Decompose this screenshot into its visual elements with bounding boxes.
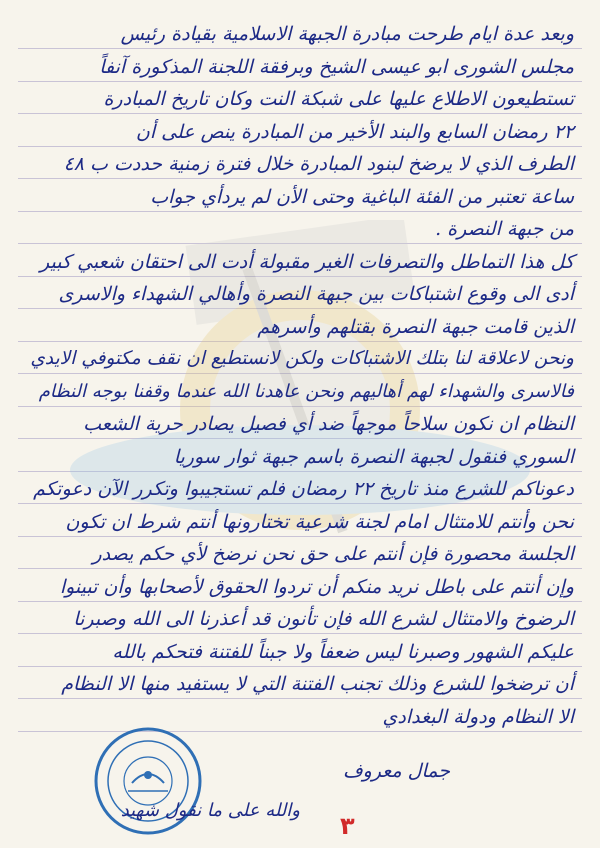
letter-line: الطرف الذي لا يرضخ لبنود المبادرة خلال فترة زمنية حددت ب ٤٨: [63, 153, 574, 175]
letter-line: الذين قامت جبهة النصرة بقتلهم وأسرهم: [257, 315, 574, 338]
ruled-line: [18, 666, 582, 667]
letter-line: مجلس الشورى ابو عيسى الشيخ وبرفقة اللجنة المذكورة آنفاً: [99, 55, 574, 78]
letter-line: نحن وأنتم للامتثال امام لجنة شرعية تختارونها أنتم شرط ان تكون: [65, 510, 574, 533]
letter-line: تستطيعون الاطلاع عليها على شبكة النت وكان تاريخ المبادرة: [103, 88, 574, 110]
letter-line: النظام ان نكون سلاحاً موجهاً ضد أي فصيل يصادر حرية الشعب: [83, 413, 574, 435]
ruled-line: [18, 146, 582, 147]
ruled-line: [18, 81, 582, 82]
letter-line: أن ترضخوا للشرع وذلك تجنب الفتنة التي لا يستفيد منها الا النظام: [61, 673, 574, 695]
letter-line: كل هذا التماطل والتصرفات الغير مقبولة أدت الى احتقان شعبي كبير: [40, 250, 574, 273]
letter-line: دعوناكم للشرع منذ تاريخ ٢٢ رمضان فلم تستجيبوا وتكرر الآن دعوتكم: [33, 478, 574, 500]
letter-line: الرضوخ والامتثال لشرع الله فإن تأنون قد أعذرنا الى الله وصبرنا: [73, 608, 574, 630]
ruled-line: [18, 568, 582, 569]
ruled-line: [18, 698, 582, 699]
ruled-line: [18, 601, 582, 602]
letter-line: وإن أنتم على باطل نريد منكم أن تردوا الحقوق لأصحابها وأن تبينوا: [59, 575, 574, 598]
ruled-line: [18, 113, 582, 114]
letter-line: الا النظام ودولة البغدادي: [382, 705, 574, 728]
letter-line: وبعد عدة ايام طرحت مبادرة الجبهة الاسلامية بقيادة رئيس: [120, 23, 574, 45]
letter-line: ساعة تعتبر من الفئة الباغية وحتى الأن لم يردأي جواب: [150, 185, 574, 208]
letter-line: ونحن لاعلاقة لنا بتلك الاشتباكات ولكن لانستطيع ان نقف مكتوفي الايدي: [30, 348, 574, 369]
ruled-line: [18, 211, 582, 212]
ruled-line: [18, 633, 582, 634]
signature: جمال معروف: [342, 760, 450, 782]
letter-line: أدى الى وقوع اشتباكات بين جبهة النصرة وأهالي الشهداء والاسرى: [58, 283, 574, 305]
ruled-line: [18, 178, 582, 179]
letter-line: عليكم الشهور وصبرنا ليس ضعفاً ولا جبناً للفتنة فتحكم بالله: [112, 640, 574, 663]
closing-phrase: والله على ما نقول شهيد: [120, 800, 300, 821]
letter-line: من جبهة النصرة .: [435, 218, 574, 240]
page-number: ٣: [340, 812, 355, 840]
letter-line: ٢٢ رمضان السابع والبند الأخير من المبادرة ينص على أن: [135, 120, 574, 143]
letter-line: فالاسرى والشهداء لهم أهاليهم ونحن عاهدنا الله عندما وقفنا بوجه النظام: [38, 380, 574, 402]
letter-line: الجلسة محصورة فإن أنتم على حق نحن نرضخ لأي حكم يصدر: [92, 543, 574, 565]
ruled-line: [18, 48, 582, 49]
letter-line: السوري فنقول لجبهة النصرة باسم جبهة ثوار سوريا: [173, 445, 574, 468]
